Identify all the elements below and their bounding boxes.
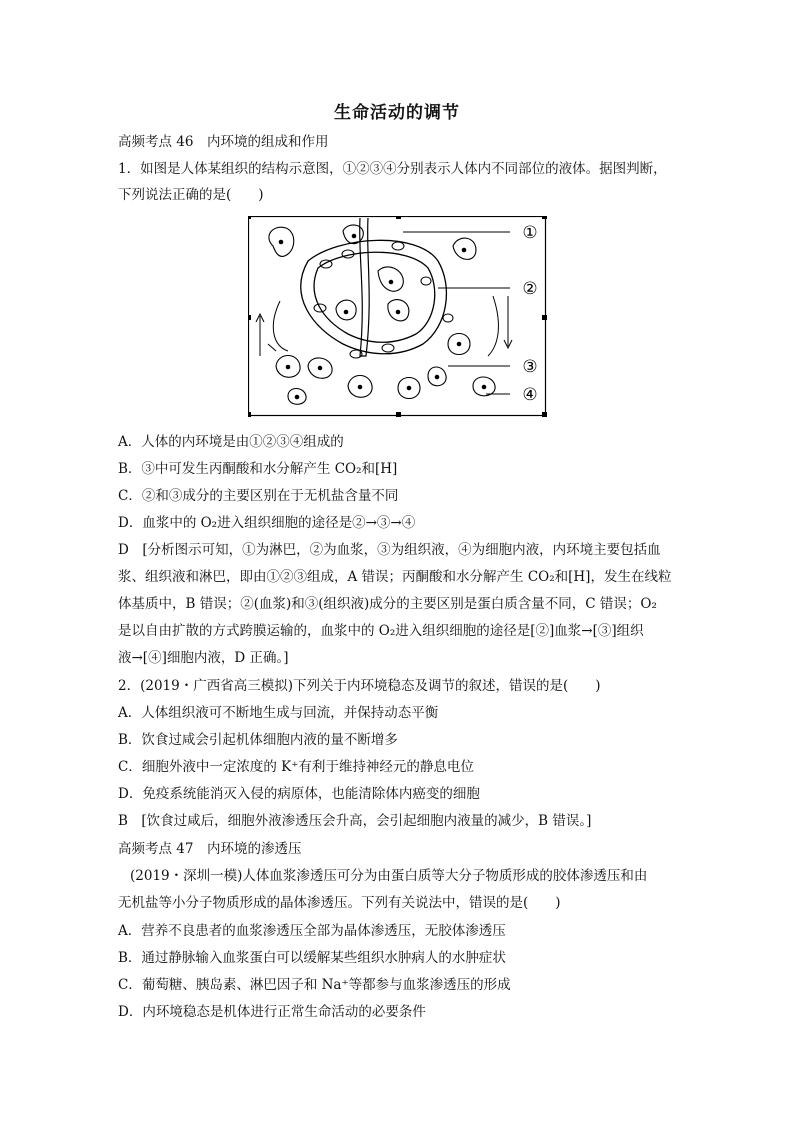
q1-answer-line4: 是以自由扩散的方式跨膜运输的，血浆中的 O₂进入组织细胞的途径是[②]血浆→[③]组织 <box>118 623 644 639</box>
q3-option-a: A．营养不良患者的血浆渗透压全部为晶体渗透压，无胶体渗透压 <box>118 923 506 939</box>
q2-answer: B [饮食过咸后，细胞外液渗透压会升高，会引起细胞内液量的减少，B 错误。] <box>118 813 592 829</box>
q3-stem-line2: 无机盐等小分子物质形成的晶体渗透压。下列有关说法中，错误的是( ) <box>118 895 561 911</box>
q1-option-c: C．②和③成分的主要区别在于无机盐含量不同 <box>118 488 399 504</box>
q2-option-d: D．免疫系统能消灭入侵的病原体，也能清除体内癌变的细胞 <box>118 786 480 802</box>
q1-option-b: B．③中可发生丙酮酸和水分解产生 CO₂和[H] <box>118 461 398 477</box>
label-4: ④ <box>522 385 538 405</box>
q1-stem-line2: 下列说法正确的是( ) <box>118 187 264 203</box>
q1-option-d: D．血浆中的 O₂进入组织细胞的途径是②→③→④ <box>118 515 416 531</box>
q1-stem-line1: 1．如图是人体某组织的结构示意图，①②③④分别表示人体内不同部位的液体。据图判断， <box>118 161 667 177</box>
q1-answer-line5: 液→[④]细胞内液，D 正确。] <box>118 650 289 666</box>
label-1: ① <box>522 223 538 243</box>
q2-stem: 2．(2019・广西省高三模拟)下列关于内环境稳态及调节的叙述，错误的是( ) <box>118 678 601 694</box>
q3-stem-line1: (2019・深圳一模)人体血浆渗透压可分为由蛋白质等大分子物质形成的胶体渗透压和由 <box>130 868 648 884</box>
q3-option-b: B．通过静脉输入血浆蛋白可以缓解某些组织水肿病人的水肿症状 <box>118 950 506 966</box>
q3-option-d: D．内环境稳态是机体进行正常生命活动的必要条件 <box>118 1004 426 1020</box>
label-3: ③ <box>522 357 538 377</box>
label-2: ② <box>522 279 538 299</box>
q2-option-c: C．细胞外液中一定浓度的 K⁺有利于维持神经元的静息电位 <box>118 759 474 775</box>
q1-answer-line3: 体基质中，B 错误；②(血浆)和③(组织液)成分的主要区别是蛋白质含量不同，C 错误；O₂ <box>118 596 657 612</box>
section-heading-47: 高频考点 47 内环境的渗透压 <box>118 841 302 857</box>
q2-option-a: A．人体组织液可不断地生成与回流，并保持动态平衡 <box>118 705 439 721</box>
page-title: 生命活动的调节 <box>334 103 460 123</box>
q1-answer-line2: 浆、组织液和淋巴，即由①②③组成，A 错误；丙酮酸和水分解产生 CO₂和[H]，发生在线粒 <box>118 569 672 585</box>
q3-option-c: C．葡萄糖、胰岛素、淋巴因子和 Na⁺等都参与血浆渗透压的形成 <box>118 977 511 993</box>
q1-answer-line1: D [分析图示可知，①为淋巴，②为血浆，③为组织液，④为细胞内液，内环境主要包括血 <box>118 542 661 558</box>
section-heading-46: 高频考点 46 内环境的组成和作用 <box>118 134 329 150</box>
q1-option-a: A．人体的内环境是由①②③④组成的 <box>118 434 344 450</box>
tissue-diagram <box>248 216 548 418</box>
q2-option-b: B．饮食过咸会引起机体细胞内液的量不断增多 <box>118 732 398 748</box>
